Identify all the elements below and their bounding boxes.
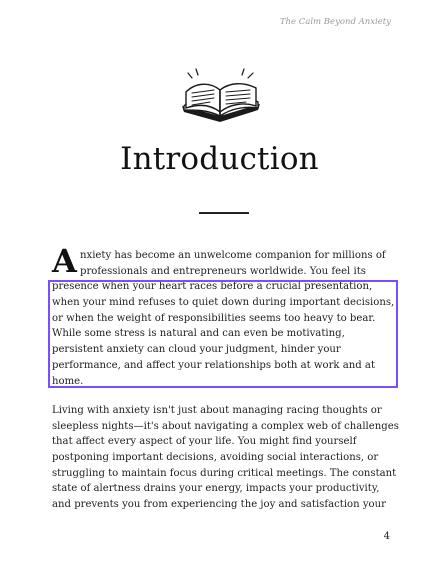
paragraph-line: nxiety has become an unwelcome companion for millions of: [80, 250, 386, 261]
paragraph-line: state of alertness drains your energy, impacts your productivity,: [52, 483, 380, 495]
paragraph-line: professionals and entrepreneurs worldwide. You feel its: [80, 265, 366, 277]
paragraph-line: or when the weight of responsibilities seems too heavy to bear.: [52, 312, 376, 324]
paragraph-line: struggling to maintain focus during critical meetings. The constant: [52, 467, 397, 479]
paragraph-line: and prevents you from experiencing the joy and satisfaction your: [52, 499, 386, 511]
paragraph-1: [52, 248, 395, 389]
title-divider: [199, 212, 249, 214]
paragraph-line: sleepless nights—it's about navigating a complex web of challenges: [52, 420, 399, 432]
page-number: 4: [383, 531, 390, 542]
paragraph-line: postponing important decisions, avoiding social interactions, or: [52, 452, 379, 464]
paragraph-line: when your mind refuses to quiet down during important decisions,: [52, 297, 395, 309]
paragraph-line: While some stress is natural and can even be motivating,: [52, 328, 345, 340]
paragraph-line: Living with anxiety isn't just about managing racing thoughts or: [52, 405, 382, 416]
drop-cap: A: [52, 242, 77, 280]
open-book-icon: [176, 66, 266, 126]
chapter-title: Introduction: [120, 141, 319, 177]
paragraph-line: performance, and affect your relationships both at work and at: [52, 359, 375, 371]
paragraph-line: home.: [52, 375, 84, 387]
paragraph-line: that affect every aspect of your life. You might find yourself: [52, 436, 357, 448]
paragraph-line: presence when your heart races before a crucial presentation,: [52, 281, 373, 293]
paragraph-line: persistent anxiety can cloud your judgment, hinder your: [52, 344, 341, 356]
running-header: The Calm Beyond Anxiety: [279, 17, 391, 27]
paragraph-2: [52, 403, 399, 513]
